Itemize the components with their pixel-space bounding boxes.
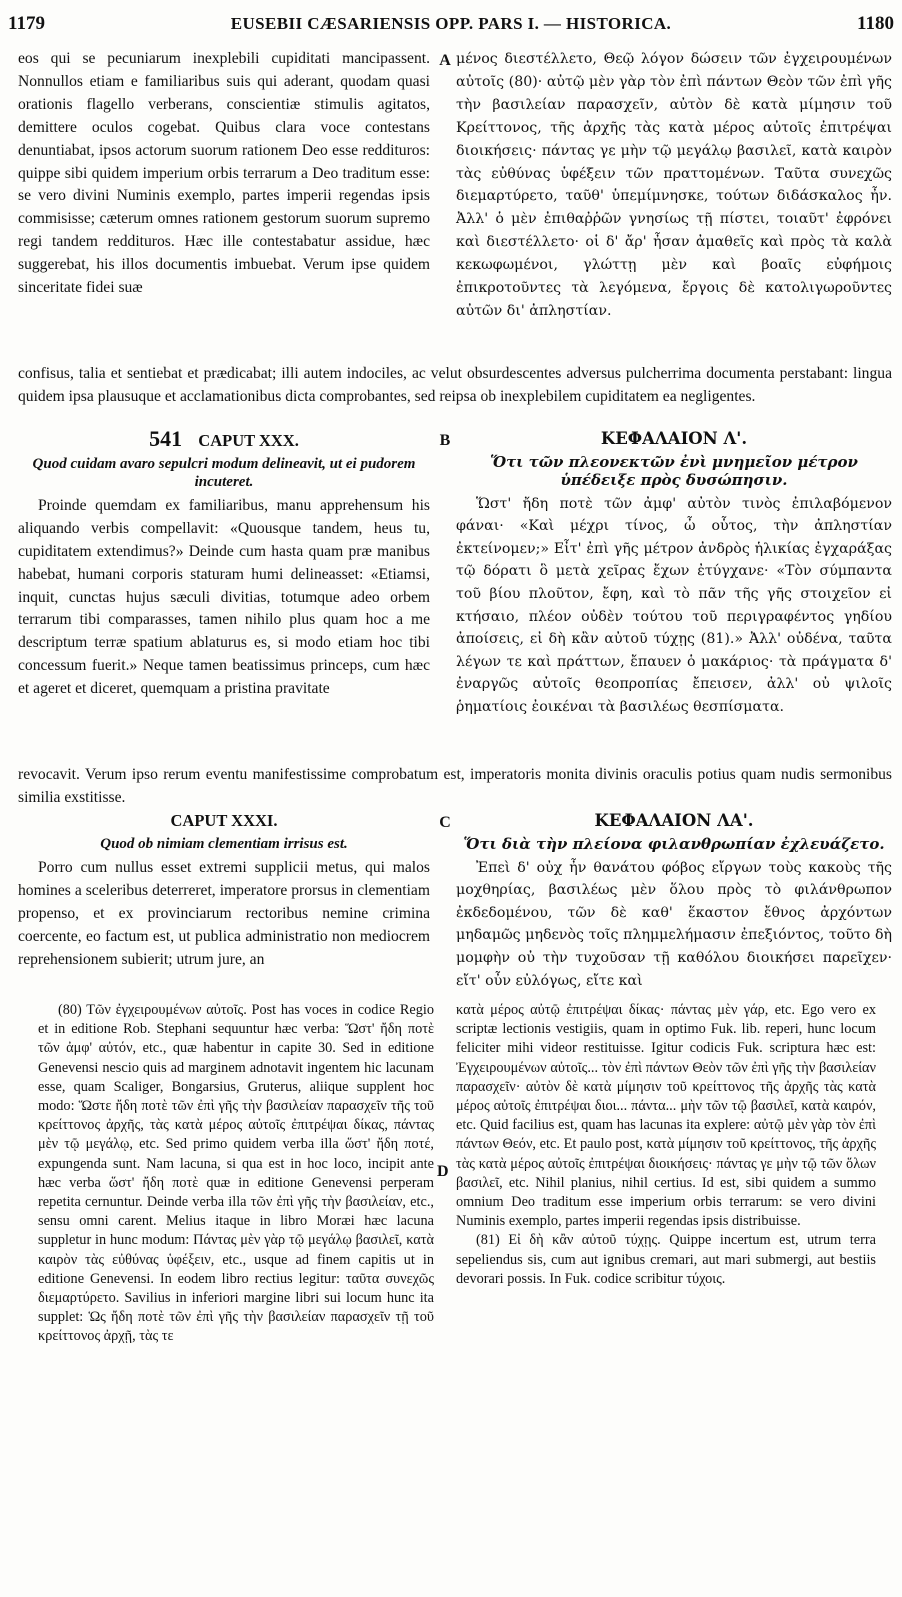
latin-paragraph: Proinde quemdam ex familiaribus, manu apprehensum his aliquando verbis compellavit: «Quousque tandem, heus tu, cupiditatem extendimus?» Deinde cum hasta quam præ manibus habebat, humani corporis staturam humi delineasset: «Etiamsi, inquit, cunctas hujus sæculi divitias, totumque adeo orbem terrarum tibi comparasses, tamen nihilo plus quam hoc a me descriptum terræ spatium ablaturus es, si modo etiam hoc tibi concessum fuerit.» Neque tamen beatissimus princeps, cum hæc et ageret et diceret, quemquam a pristina pravitate — [18, 496, 430, 698]
page-number-right: 1180 — [857, 13, 894, 34]
latin-paragraph: Porro cum nullus esset extremi supplicii metus, qui malos homines a sceleribus deterreret, imperatore prorsus in clementiam propenso, et ex provinciarum rectoribus nemine crimina coercente, eo factum est, ut publica administratio non mediocrem reprehensionem subierit; utrum jure, an — [18, 858, 430, 968]
section-marker-d: D — [437, 1163, 449, 1180]
footnote-80: (80) Τῶν ἐγχειρουμένων αὐτοῖς. Post has voces in codice Regio et in editione Rob. Stephani sequuntur hæc verba: Ὥστ' ἤδη ποτὲ τῶν ἀμφ' αὐτόν, etc., quæ habentur in capite 30. Sed in editione Genevensi nescio quis ad marginem adnotavit ingentem hic lacunam esse, quam Scaliger, Bongarsius, Gruterus, aliique supplent hoc modo: Ὥστε ἤδη ποτὲ τῶν ἐπὶ γῆς τὴν βασιλείαν παρασχεῖν τῆς τοῦ κρείττονος ἀρχῆς, τὰς κατὰ μέρος αὐτοῖς ἐπιτρέψαι δίκας, πάντας μὲν τῷ μεγάλῳ, etc. Sed primo quidem verba illa ὥστ' ἤδη ποτέ, expungenda sunt. Nam lacuna, si qua est in hoc loco, incipit ante hæc verba ὥστ' ἤδη ποτὲ quæ in editione Genevensi perperam repetita cernuntur. Deinde verba illa τῶν ἐπὶ γῆς τὴν βασιλείαν, etc., sensu omni carent. Melius itaque in libro Moræi hæc lacuna suppletur in hunc modum: Πάντας μὲν γὰρ τῷ μεγάλῳ βασιλεῖ, κατὰ καιρὸν τὰς εὐθύνας ὑφέξειν, etc., usque ad finem capitis ut in editione Genevensi. In eodem libro rectius legitur: ταῦτα συνεχῶς διεμαρτύρετο. Savilius in inferiori margine libri sui locum hunc ita supplet: Ὡς ἤδη ποτὲ τῶν ἐπὶ γῆς τὴν βασιλείαν παρασχεῖν τῇ τοῦ κρείττονος ἀρχῇ, τὰς τε — [38, 1002, 434, 1345]
latin-paragraph: eos qui se pecuniarum inexplebili cupiditati mancipassent. Nonnullos etiam e familiaribus suis qui aderant, quodam quasi orationis flagello verberans, conscientiæ stimulis agitatos, demittere oculos cogebat. Quibus clara voce contestans denuntiabat, ipsos actorum suorum rationem Deo esse reddituros: quippe sibi quidem imperium orbis terrarum a Deo traditum esse: se vero divini Numinis exemplo, partes imperii regendas ipsis commisisse; cæterum omnes rationem gestorum suorum supremo regi tandem reddituros. Hæc ille contestabatur assidue, hæc suggerebat, his illos documentis imbuebat. Verum ipse quidem sinceritate fidei suæ — [18, 50, 430, 297]
greek-chapter-summary: Ὅτι διὰ τὴν πλείονα φιλανθρωπίαν ἐχλευάζετο. — [463, 834, 885, 853]
page-number-left: 1179 — [8, 13, 45, 34]
latin-column-c — [18, 810, 430, 971]
latin-chapter-heading: CAPUT XXXI. — [170, 811, 278, 830]
latin-bridge-text: revocavit. Verum ipso rerum eventu manifestissime comprobatum est, imperatoris monita divinis oraculis potius quam nudis sermonibus similia exstitisse. — [18, 766, 892, 806]
greek-column-c — [456, 810, 892, 992]
greek-paragraph: μένος διεστέλλετο, Θεῷ λόγον δώσειν τῶν ἐγχειρουμένων αὐτοῖς (80)· αὐτῷ μὲν γὰρ τὸν ἐπὶ πάντων Θεὸν τῶν ἐπὶ γῆς τὴν βασιλείαν παρασχεῖν, αὐτὸν δὲ κατὰ μίμησιν τοῦ Κρείττονος, τῆς ἀρχῆς τὰς κατὰ μέρος αὐτοῖς ἐπιτρέψαι διοικήσεις· πάντας γε μὴν τῷ μεγάλῳ βασιλεῖ, κατὰ καιρὸν τὰς εὐθύνας ὑφέξειν τῶν πραττομένων. Ταῦτα συνεχῶς διεμαρτύρετο, ταῦθ' ὑπεμίμνησκε, τούτων διδάσκαλος ἦν. Ἀλλ' ὁ μὲν ἐπιθαῤῥῶν γνησίως τῇ πίστει, τοιαῦτ' ἐφρόνει καὶ διεστέλλετο· οἱ δ' ἄρ' ἦσαν ἀμαθεῖς καὶ πρὸς τὰ καλὰ κεκωφωμένοι, γλώττῃ μὲν καὶ βοαῖς εὐφήμοις ἐπικροτοῦντες τὰ λεγόμενα, ἔργοις δὲ κατολιγωροῦντες αὐτῶν δι' ἀπληστίαν. — [456, 51, 892, 319]
greek-column-b — [456, 428, 892, 719]
footnotes-left — [38, 1001, 434, 1347]
greek-paragraph: Ὥστ' ἤδη ποτὲ τῶν ἀμφ' αὐτὸν τινὸς ἐπιλαβόμενον φάναι· «Καὶ μέχρι τίνος, ὦ οὗτος, τὴν ἀπληστίαν ἐκτείνομεν;» Εἶτ' ἐπὶ γῆς μέτρον ἀνδρὸς ἡλικίας ἐγχαράξας τῷ δόρατι ὃ μετὰ χεῖρας ἔχων ἐτύγχανε· «Τὸν σύμπαντα τοῦ βίου πλοῦτον, ἔφη, καὶ τὸ πᾶν τῆς γῆς στοιχεῖον εἰ κτήσαιο, πλέον οὐδὲν τούτου τοῦ περιγραφέντος γηδίου ἀποίσεις, εἰ δὴ κἂν αὐτοῦ τύχῃς (81).» Ἀλλ' οὐδένα, ταῦτα λέγων τε καὶ πράττων, ἔπαυεν ὁ μακάριος· τὰ πράγματα δ' ἐναργῶς αὐτοῖς θεοπροπίας ἔπεισεν, ἀλλ' οὐ ψιλοῖς ῥηματίοις ἐοικέναι τὰ βασιλέως θεσπίσματα. — [456, 495, 892, 715]
page-header — [8, 4, 894, 44]
latin-chapter-heading — [18, 428, 430, 453]
greek-chapter-summary: Ὅτι τῶν πλεονεκτῶν ἐνὶ μνημεῖον μέτρον ὑπέδειξε πρὸς δυσώπησιν. — [490, 452, 858, 489]
latin-bridge-1 — [18, 363, 892, 409]
greek-chapter-heading: ΚΕΦΑΛΑΙΟΝ Λ'. — [600, 429, 748, 448]
footnote-80-continued: κατὰ μέρος αὐτῷ ἐπιτρέψαι δίκας· πάντας μὲν γάρ, etc. Ego vero ex scriptæ lectionis vestigiis, quam in optimo Fuk. lib. reperi, hunc locum feliciter mihi videor restituisse. Igitur codicis Fuk. scriptura hæc est: Ἐγχειρουμένων αὐτοῖς... τὸν ἐπὶ πάντων Θεὸν τῶν ἐπὶ γῆς τὴν βασιλείαν παρασχεῖν· αὐτὸν δὲ κατὰ μίμησιν τοῦ κρείττονος τῆς ἀρχῆς τὰς κατὰ μέρος αὐτοῖς ἐπιτρέψαι διοι... πάντα... μὴν τῶν τῷ βασιλεῖ, κατὰ καιρόν, etc. Quid facilius est, quam has lacunas ita explere: αὐτῷ μὲν γὰρ τὸν ἐπὶ πάντων Θεόν, etc. Et paulo post, κατὰ μίμησιν τοῦ κρείττονος, τῆς ἀρχῆς τὰς κατὰ μέρος αὐτοῖς ἐπιτρέψαι διοικήσεις· πάντας γε μὴν τῷ τῶν ὅλων βασιλεῖ, etc. Nihil planius, nihil certius. Id est, sibi quidem a summo omnium Deo traditum esse imperium orbis terrarum: se vero divini Numinis exemplo, partes imperii regendas ipsis distribuisse. — [456, 1002, 876, 1230]
latin-column-a — [18, 48, 430, 300]
latin-bridge-text: confisus, talia et sentiebat et prædicabat; illi autem indociles, ac velut obsurdescentes adversus pulcherrima documenta perstabant: lingua quidem ipsa plausuque et acclamationibus dicta comprobantes, sed reipsa ob inexplebilem cupiditatem ea negligentes. — [18, 365, 892, 405]
latin-bridge-2 — [18, 764, 892, 810]
section-marker-c: C — [439, 814, 451, 831]
column-number: 541 — [149, 426, 183, 451]
chapter-title: CAPUT XXX. — [198, 431, 299, 450]
latin-chapter-summary: Quod ob nimiam clementiam irrisus est. — [100, 835, 348, 852]
greek-chapter-heading: ΚΕΦΑΛΑΙΟΝ ΛΑ'. — [594, 811, 754, 830]
greek-column-a — [456, 48, 892, 323]
footnotes-right — [456, 1001, 876, 1289]
section-marker-a: A — [439, 52, 451, 69]
greek-paragraph: Ἐπεὶ δ' οὐχ ἦν θανάτου φόβος εἴργων τοὺς κακοὺς τῆς μοχθηρίας, βασιλέως μὲν ὅλου πρὸς τὸ φιλάνθρωπον ἐκδεδομένου, τῶν δὲ καθ' ἕκαστον ἔθνος ἀρχόντων μηδαμῶς μηδενὸς τοῖς πλημμελήμασιν ἐπεξιόντος, τοῦτο δὴ μομφὴν οὐ τὴν τυχοῦσαν τῇ καθόλου διοικήσει παρεῖχεν· εἴτ' οὖν εὐλόγως, εἴτε καὶ — [456, 859, 892, 989]
footnote-81: (81) Εἰ δὴ κἂν αὐτοῦ τύχῃς. Quippe incertum est, utrum terra sepeliendus sis, cum aut ignibus cremari, aut mari submergi, aut bestiis devorari possis. In Fuk. codice scribitur τύχοις. — [456, 1232, 876, 1287]
latin-chapter-summary: Quod cuidam avaro sepulcri modum delineavit, ut ei pudorem incuteret. — [32, 455, 416, 490]
latin-column-b — [18, 428, 430, 701]
section-marker-b: B — [439, 432, 451, 449]
running-title: EUSEBII CÆSARIENSIS OPP. PARS I. — HISTORICA. — [230, 14, 672, 33]
